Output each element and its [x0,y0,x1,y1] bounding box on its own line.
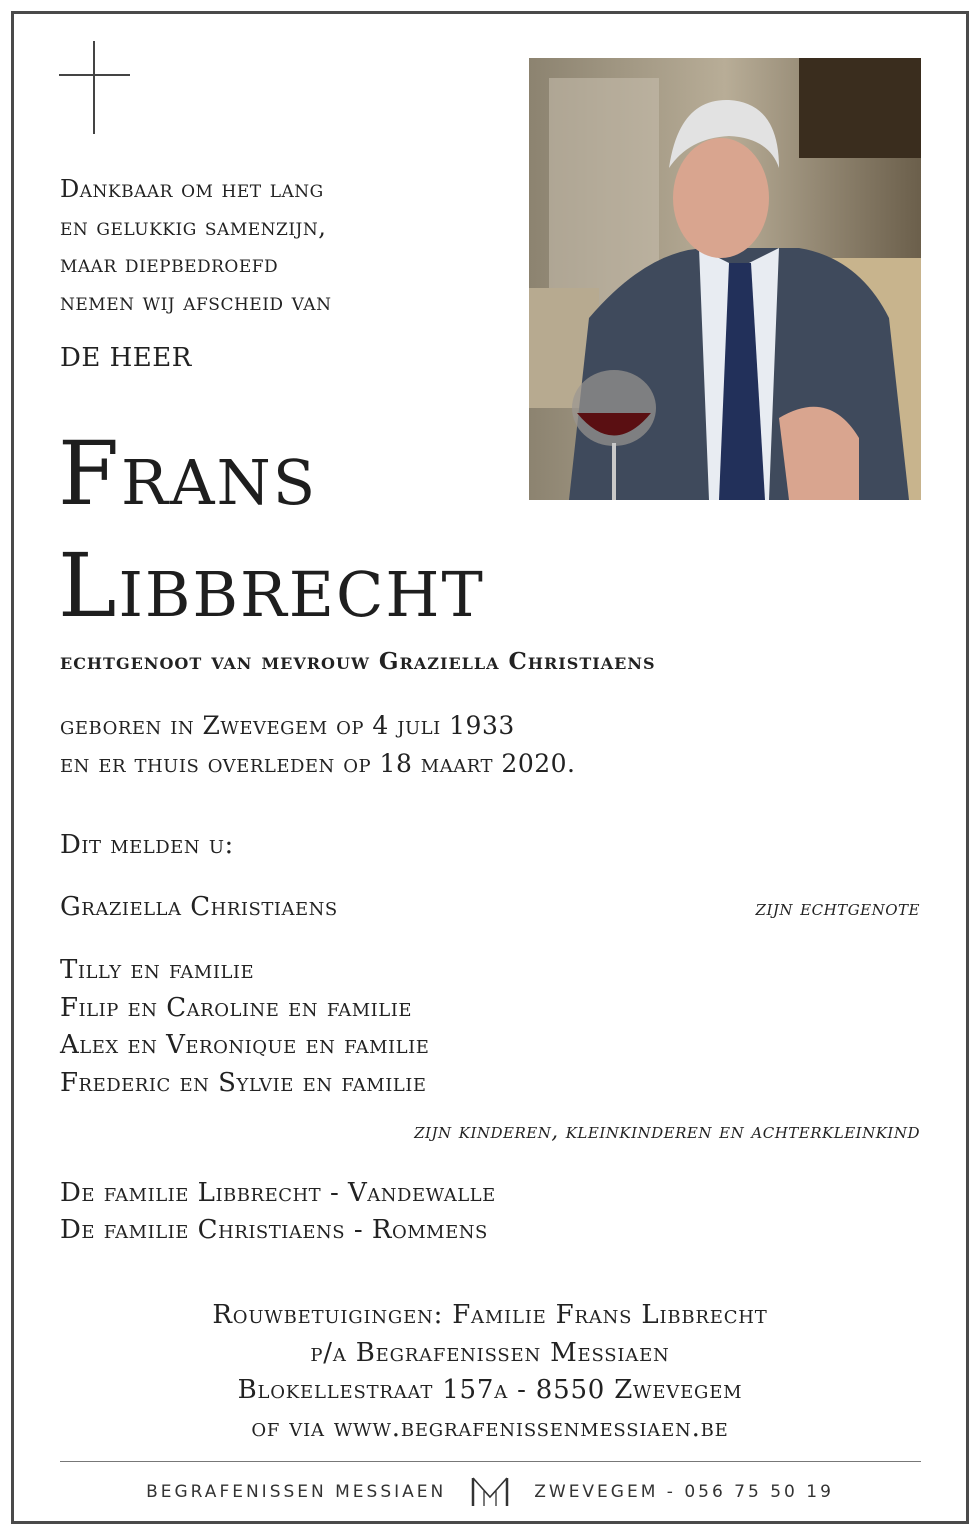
announce-label: Dit melden u: [60,830,234,860]
list-item: Alex en Veronique en familie [60,1030,430,1060]
footer [0,1475,980,1509]
intro-text [60,171,331,321]
messiaen-logo-icon [470,1475,510,1509]
condolences-website[interactable]: of via www.begrafenissenmessiaen.be [251,1412,729,1443]
footer-divider [60,1461,921,1462]
intro-line: nemen wij afscheid van [60,287,332,316]
intro-line: maar diepbedroefd [60,250,279,278]
birth-death-info [60,707,576,783]
condolences-line: Blokellestraat 157a - 8550 Zwevegem [237,1375,743,1405]
title-prefix: DE HEER [60,343,192,373]
first-name: Frans [58,422,318,525]
footer-company: BEGRAFENISSEN MESSIAEN [146,1482,447,1502]
spouse-line: echtgenoot van mevrouw Graziella Christiaens [60,648,656,675]
birth-line: geboren in Zwevegem op 4 juli 1933 [60,711,515,740]
footer-contact: ZWEVEGEM - 056 75 50 19 [534,1482,834,1502]
last-name: Libbrecht [58,534,485,637]
condolences-block [0,1297,980,1447]
list-item: De familie Christiaens - Rommens [60,1215,488,1245]
spouse-relation: zijn echtgenote [755,896,920,920]
portrait-photo [529,58,921,500]
condolences-line: Rouwbetuigingen: Familie Frans Libbrecht [212,1300,768,1330]
list-item: Frederic en Sylvie en familie [60,1067,427,1098]
intro-line: Dankbaar om het lang [60,175,324,203]
condolences-line: p/a Begrafenissen Messiaen [310,1337,670,1368]
children-list [60,952,429,1102]
intro-line: en gelukkig samenzijn, [60,212,327,241]
deceased-name [58,418,485,642]
list-item: De familie Libbrecht - Vandewalle [60,1178,496,1208]
spouse-name: Graziella Christiaens [60,892,338,922]
children-relation: zijn kinderen, kleinkinderen en achterkleinkind [414,1119,920,1143]
list-item: Tilly en familie [60,955,255,985]
families-list [60,1175,496,1249]
death-line: en er thuis overleden op 18 maart 2020. [60,749,576,778]
list-item: Filip en Caroline en familie [60,992,412,1023]
